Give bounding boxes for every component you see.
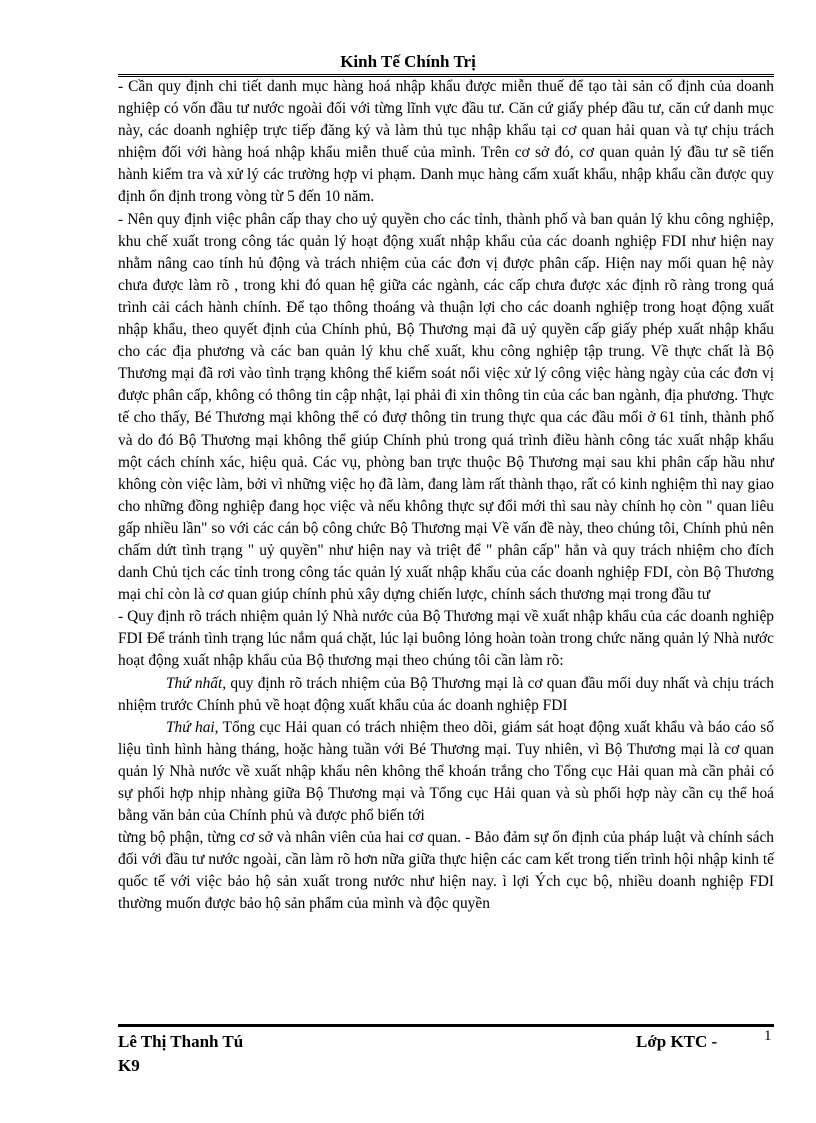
paragraph-4 <box>118 673 774 717</box>
body-text <box>118 76 774 916</box>
page-number: 1 <box>764 1028 772 1044</box>
footer-author <box>118 1030 243 1078</box>
paragraph-6: từng bộ phận, từng cơ sở và nhân viên của hai cơ quan. - Bảo đảm sự ổn định của pháp luật và chính sách đối với đầu tư nước ngoài, cần làm rõ hơn nữa giữa thực hiện các cam kết trong tiến trình hội nhập kinh tế quốc tế với việc bảo hộ sản xuất trong nước như hiện nay. ì lợi Ých cục bộ, nhiều doanh nghiệp FDI thường muốn được bảo hộ sản phẩm của mình và độc quyền <box>118 829 774 913</box>
page-header-title: Kinh Tế Chính Trị <box>340 52 476 71</box>
footer-rule <box>118 1024 774 1027</box>
footer-class-suffix: K9 <box>118 1056 140 1075</box>
footer-class-label: Lớp KTC - <box>636 1032 718 1051</box>
paragraph-1: - Cần quy định chi tiết danh mục hàng hoá nhập khẩu được miễn thuế để tạo tài sản cố định của doanh nghiệp có vốn đầu tư nước ngoài đối với từng lĩnh vực đầu tư. Căn cứ giấy phép đầu tư, căn cứ danh mục này, các doanh nghiệp trực tiếp đăng ký và làm thủ tục nhập khẩu tại cơ quan hải quan và tự chịu trách nhiệm đối với hàng hoá nhập khẩu miễn thuế của mình. Trên cơ sở đó, cơ quan quản lý đầu tư sẽ tiến hành kiểm tra và xử lý các trường hợp vi phạm. Danh mục hàng cấm xuất khẩu, nhập khẩu cần được quy định ổn định trong vòng từ 5 đến 10 năm. <box>118 78 774 206</box>
paragraph-5-label: Thứ hai, <box>166 718 219 736</box>
paragraph-3: - Quy định rõ trách nhiệm quản lý Nhà nước của Bộ Thương mại về xuất nhập khẩu của các doanh nghiệp FDI Để tránh tình trạng lúc nắm quá chặt, lúc lại buông lỏng hoàn toàn trong chức năng quản lý Nhà nước hoạt động xuất nhập khẩu của Bộ thương mại theo chúng tôi cần làm rõ: <box>118 608 774 670</box>
footer-author-name: Lê Thị Thanh Tú <box>118 1032 244 1051</box>
paragraph-4-text: quy định rõ trách nhiệm của Bộ Thương mại là cơ quan đầu mối duy nhất và chịu trách nhiệm trước Chính phủ về hoạt động xuất khẩu của ác doanh nghiệp FDI <box>118 674 774 714</box>
paragraph-5-text: Tổng cục Hải quan có trách nhiệm theo dõi, giám sát hoạt động xuất khẩu và báo cáo số liệu tình hình hàng tháng, hoặc hàng tuần với Bé Thương mại. Tuy nhiên, vì Bộ Thương mại là cơ quan quản lý Nhà nước về xuất nhập khẩu nên không thể khoán trắng cho Tổng cục Hải quan mà cần phải có sự phối hợp nhịp nhàng giữa Bộ Thương mại và Tổng cục Hải quan và sù phối hợp này cần cụ thể hoá bằng văn bản của Chính phủ và được phổ biến tới <box>118 718 774 825</box>
paragraph-4-label: Thứ nhất, <box>166 674 227 692</box>
paragraph-2: - Nên quy định việc phân cấp thay cho uỷ quyền cho các tỉnh, thành phố và ban quản lý khu công nghiệp, khu chế xuất trong công tác quản lý hoạt động xuất nhập khẩu của các doanh nghiệp FDI như hiện nay nhằm nâng cao tính hủ động và trách nhiệm của các đơn vị được phân cấp. Hiện nay mối quan hệ này chưa được làm rõ , trong khi đó quan hệ giữa các ngành, các cấp chưa được xác định rõ ràng trong quá trình cải cách hành chính. Để tạo thông thoáng và thuận lợi cho các doanh nghiệp trong hoạt động xuất nhập khẩu, theo quyết định của Chính phủ, Bộ Thương mại đã uỷ quyền cấp giấy phép xuất nhập khẩu cho các địa phương và các ban quản lý khu chế xuất, khu công nghiệp tập trung. Về thực chất là Bộ Thương mại đã rơi vào tình trạng không thể kiểm soát nổi việc xử lý công việc hàng ngày của các đơn vị được phân cấp, không có thông tin cập nhật, lại phải đi xin thông tin của các ban ngành, địa phương. Thực tế cho thấy, Bé Thương mại không thể có đượ thông tin trung thực qua các đầu mối ở 61 tỉnh, thành phố và do đó Bộ Thương mại không thể giúp Chính phủ trong quá trình điều hành công tác xuất nhập khẩu một cách chính xác, hiệu quả. Các vụ, phòng ban trực thuộc Bộ Thương mại sau khi phân cấp hầu như không còn việc làm, bởi vì những việc họ đã làm, đang làm rất thành thạo, rất có kinh nghiệm thì nay giao cho những đồng nghiệp đang học việc và nếu không thực sự đổi mới thì sau này chính họ còn " quan liêu gấp nhiều lần" so với các cán bộ công chức Bộ Thương mại Về vấn đề này, theo chúng tôi, Chính phủ nên chấm dứt tình trạng " uỷ quyền" như hiện nay và triệt để " phân cấp" hẳn và quy trách nhiệm cho đích danh Chủ tịch các tỉnh trong công tác quản lý xuất nhập khẩu của các doanh nghiệp FDI, còn Bộ Thương mại chỉ còn là cơ quan giúp chính phủ xây dựng chiến lược, chính sách thương mại trong đầu tư <box>118 210 774 604</box>
paragraph-5 <box>118 717 774 827</box>
